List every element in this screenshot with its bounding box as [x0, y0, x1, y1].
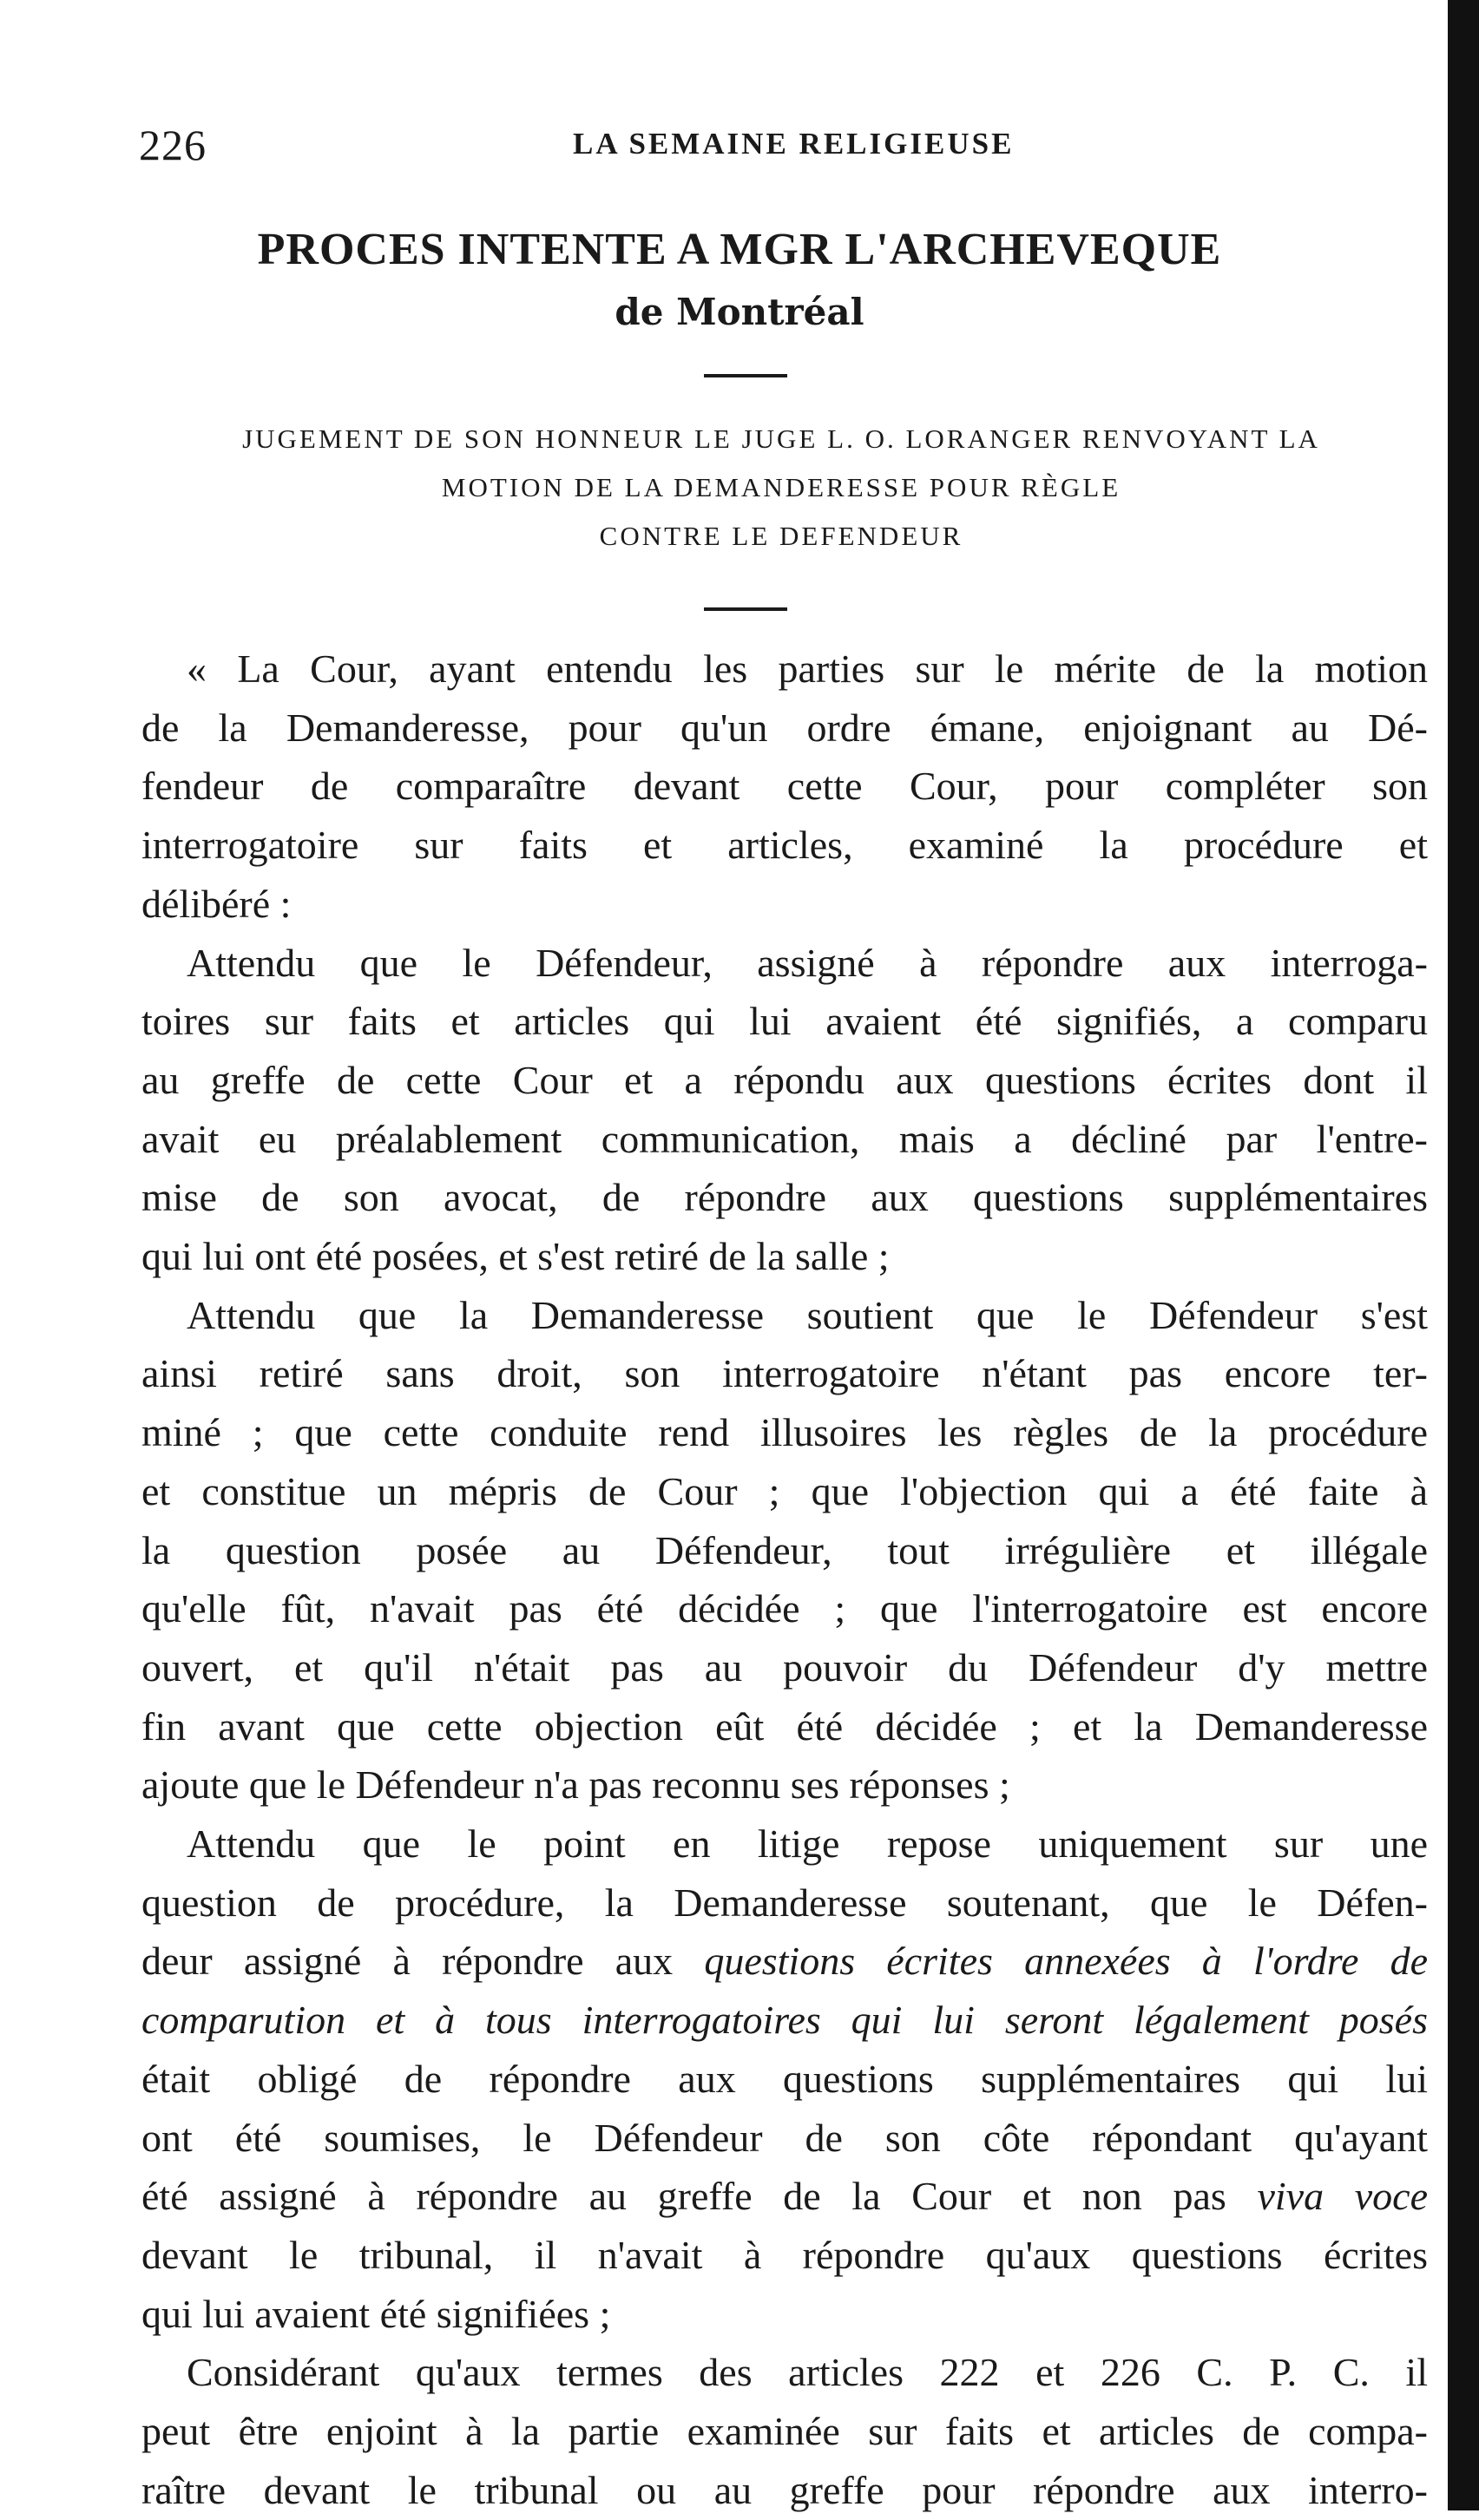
text-line-mixed — [141, 2167, 1428, 2226]
text-line: qu'elle fût, n'avait pas été décidée ; que l'interrogatoire est encore — [141, 1586, 1428, 1631]
text-line: miné ; que cette conduite rend illusoires les règles de la procédure — [141, 1410, 1428, 1455]
text-line: peut être enjoint à la partie examinée sur faits et articles de compa- — [141, 2409, 1428, 2454]
text-line: au greffe de cette Cour et a répondu aux questions écrites dont il — [141, 1057, 1428, 1102]
text-line: qui lui avaient été signifiées ; — [141, 2291, 611, 2336]
heading-line: CONTRE LE DEFENDEUR — [599, 521, 963, 551]
text-segment: deur assigné à répondre aux — [141, 1939, 674, 1984]
text-line: qui lui ont été posées, et s'est retiré de la salle ; — [141, 1234, 890, 1279]
heading-line: MOTION DE LA DEMANDERESSE POUR RÈGLE — [441, 472, 1121, 502]
judgment-body — [141, 640, 1428, 2520]
text-line-mixed — [141, 1932, 1428, 1991]
text-line: délibéré : — [141, 881, 292, 926]
text-line: ainsi retiré sans droit, son interrogatoire n'étant pas encore ter- — [141, 1351, 1428, 1396]
text-line: « La Cour, ayant entendu les parties sur le mérite de la motion — [187, 646, 1428, 691]
text-line: ajoute que le Défendeur n'a pas reconnu ses réponses ; — [141, 1762, 1010, 1808]
text-line: la question posée au Défendeur, tout irrégulière et illégale — [141, 1527, 1428, 1572]
text-line: ouvert, et qu'il n'était pas au pouvoir du Défendeur d'y mettre — [141, 1644, 1428, 1690]
divider-rule — [704, 374, 787, 377]
scan-edge-shadow — [1448, 0, 1479, 2510]
text-line: raître devant le tribunal ou au greffe pour répondre aux interro- — [141, 2467, 1428, 2512]
text-line: toires sur faits et articles qui lui avaient été signifiés, a comparu — [141, 999, 1428, 1044]
text-line: Attendu que le point en litige repose uniquement sur une — [187, 1821, 1428, 1867]
text-line: mise de son avocat, de répondre aux questions supplémentaires — [141, 1175, 1428, 1220]
text-line: fendeur de comparaître devant cette Cour, pour compléter son — [141, 764, 1428, 809]
text-line: de la Demanderesse, pour qu'un ordre émane, enjoignant au Dé- — [141, 705, 1428, 750]
text-line: ont été soumises, le Défendeur de son côte répondant qu'ayant — [141, 2115, 1428, 2160]
italic-segment: questions écrites annexées à l'ordre de — [704, 1939, 1428, 1984]
heading-line: JUGEMENT DE SON HONNEUR LE JUGE L. O. LORANGER RENVOYANT LA — [242, 423, 1320, 454]
text-line: Attendu que la Demanderesse soutient que le Défendeur s'est — [187, 1292, 1428, 1337]
text-line: devant le tribunal, il n'avait à répondre qu'aux questions écrites — [141, 2232, 1428, 2277]
italic-segment: viva voce — [1257, 2174, 1428, 2219]
text-line: avait eu préalablement communication, mais a décliné par l'entre- — [141, 1116, 1428, 1161]
article-subtitle: de Montréal — [615, 291, 864, 333]
text-line: et constitue un mépris de Cour ; que l'objection qui a été faite à — [141, 1468, 1428, 1513]
text-line: était obligé de répondre aux questions supplémentaires qui lui — [141, 2056, 1428, 2101]
divider-rule — [704, 607, 787, 611]
text-line: Considérant qu'aux termes des articles 222 et 226 C. P. C. il — [187, 2350, 1428, 2395]
text-line-italic: comparution et à tous interrogatoires qui lui seront légalement posés — [141, 1998, 1428, 2043]
page-number: 226 — [139, 121, 207, 169]
text-line: Attendu que le Défendeur, assigné à répondre aux interroga- — [187, 940, 1428, 985]
running-title: LA SEMAINE RELIGIEUSE — [573, 127, 1015, 161]
text-line: question de procédure, la Demanderesse soutenant, que le Défen- — [141, 1880, 1428, 1925]
article-title: PROCES INTENTE A MGR L'ARCHEVEQUE — [257, 225, 1222, 274]
text-segment: été assigné à répondre au greffe de la Cour et non pas — [141, 2174, 1226, 2219]
text-line: fin avant que cette objection eût été décidée ; et la Demanderesse — [141, 1703, 1428, 1749]
text-line: interrogatoire sur faits et articles, examiné la procédure et — [141, 823, 1428, 868]
judgment-heading — [135, 415, 1428, 561]
